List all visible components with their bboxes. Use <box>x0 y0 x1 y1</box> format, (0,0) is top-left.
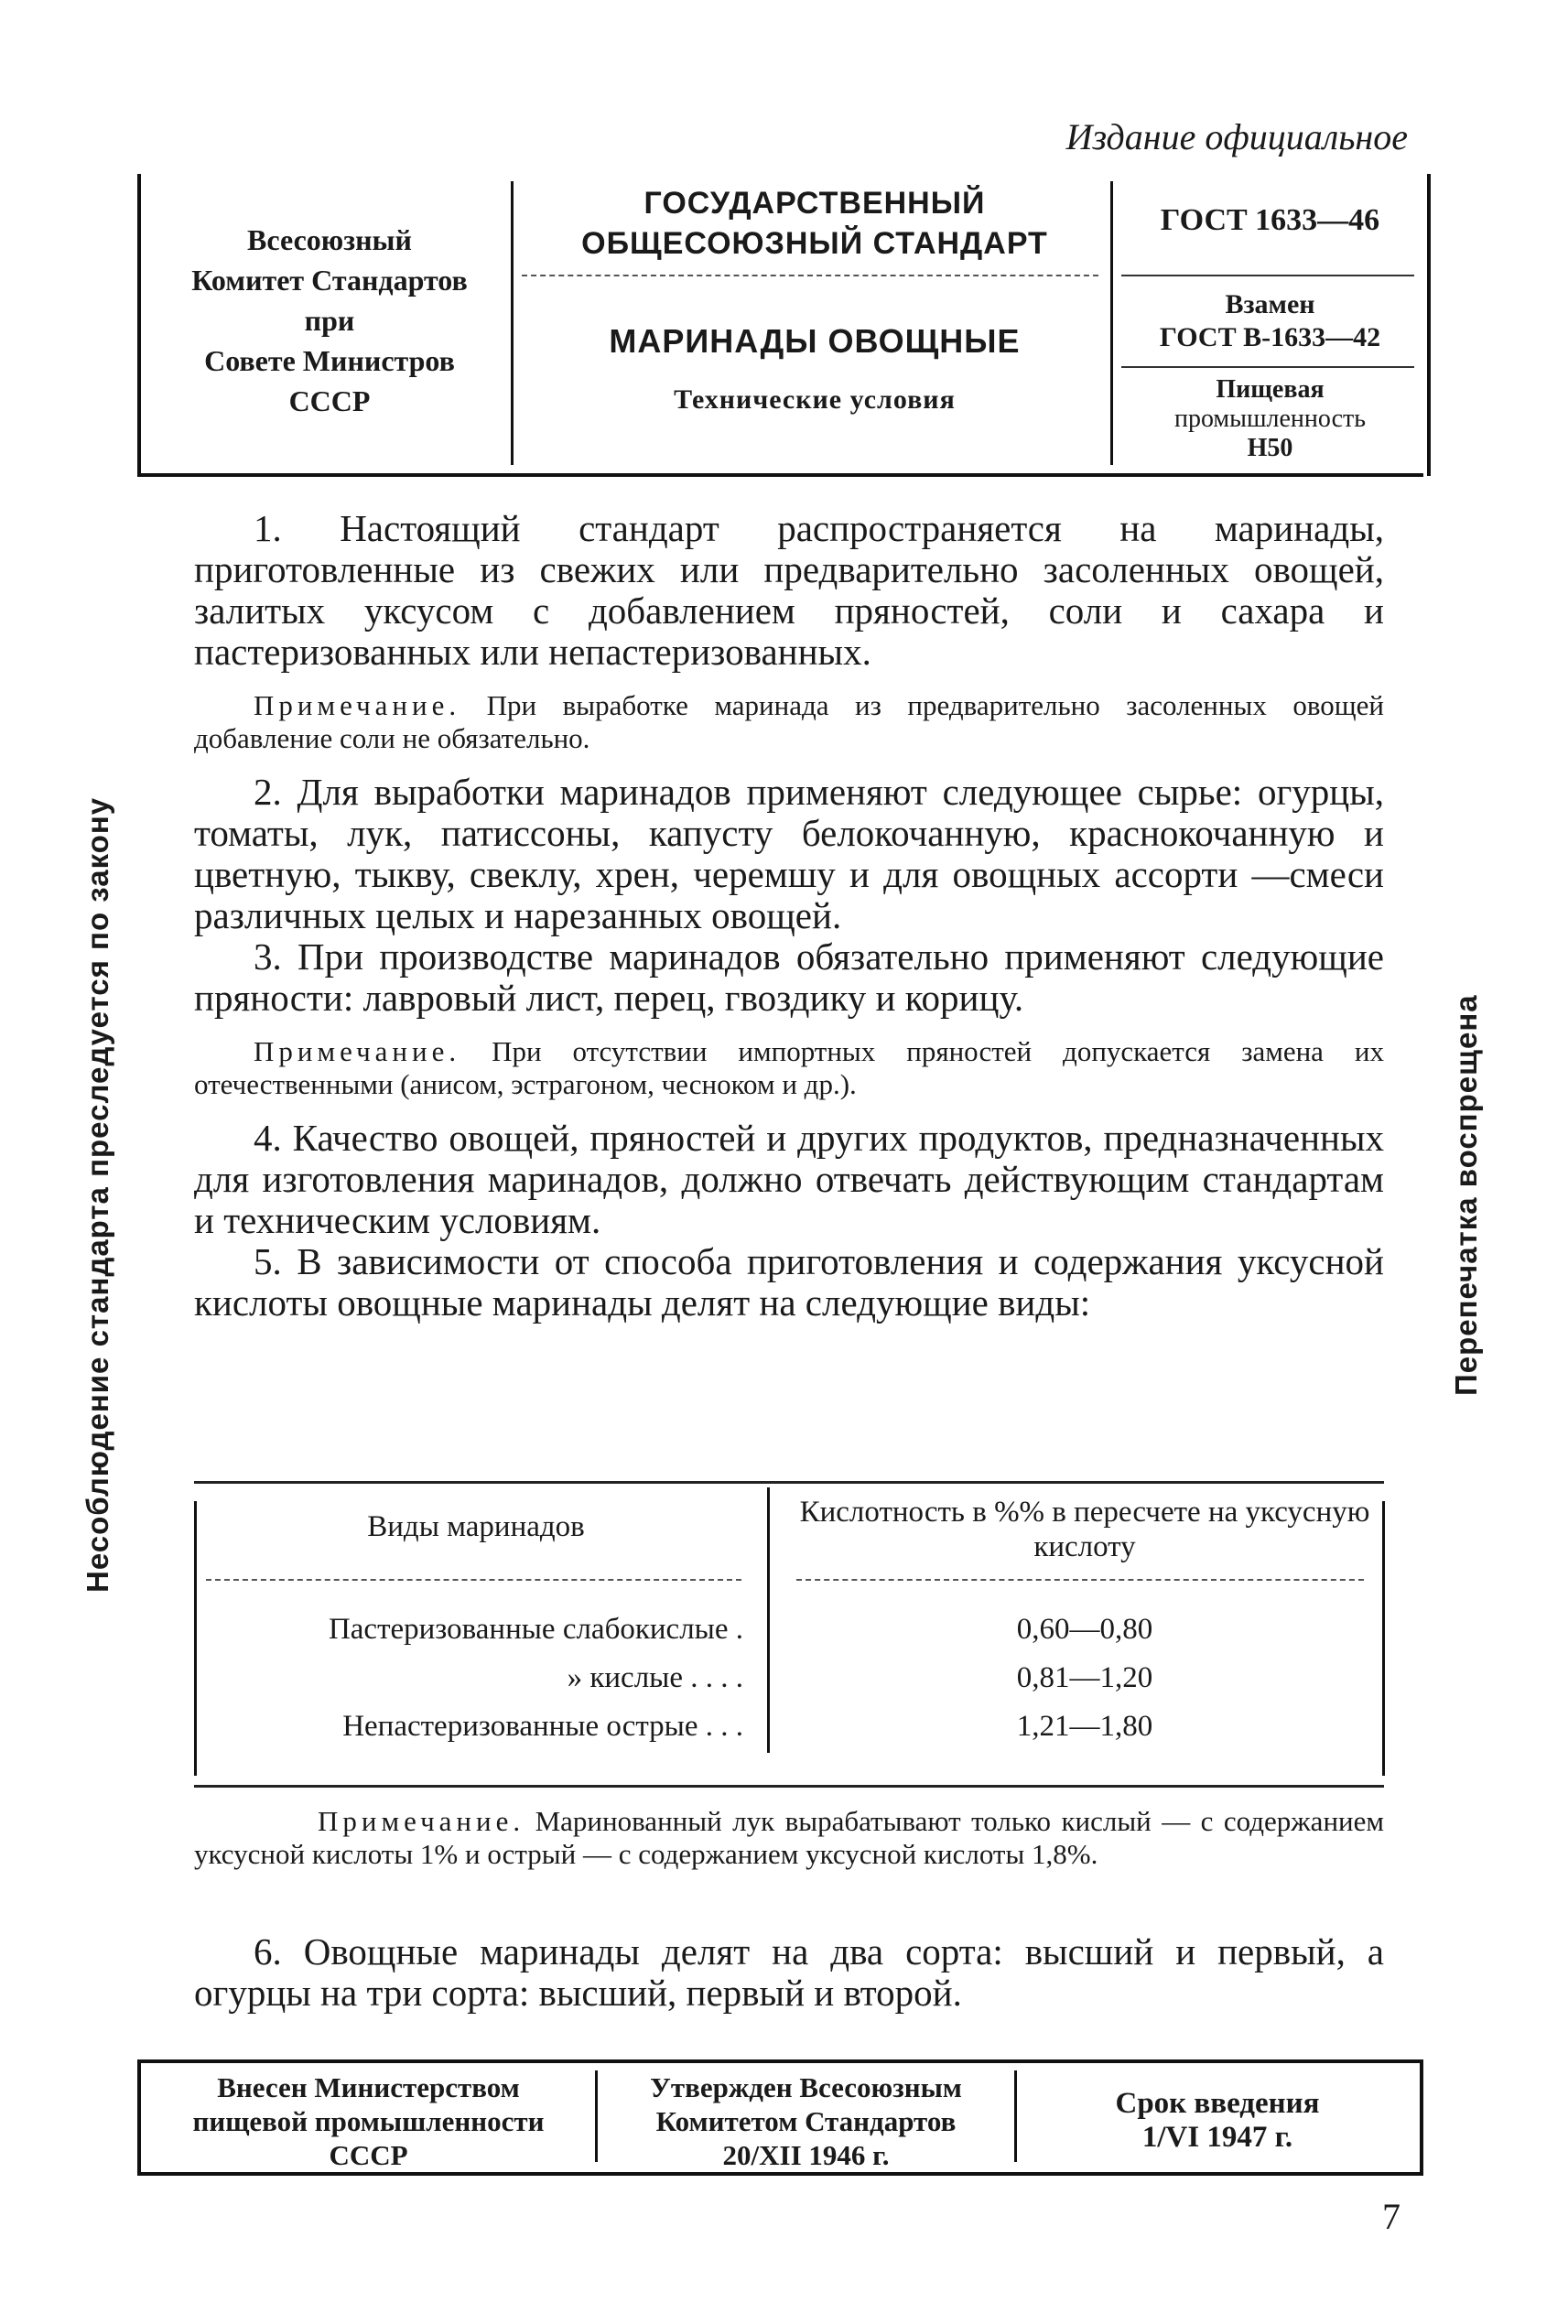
footer-bottom-rule <box>137 2172 1423 2176</box>
category-block: Пищевая промышленность Н50 <box>1173 375 1367 462</box>
paragraph-5: 5. В зависимости от способа приготовления и содержания уксусной кислоты овощные маринады делят на следующие виды: <box>194 1240 1384 1324</box>
header-dash <box>522 275 1098 276</box>
footer-left-border <box>137 2063 141 2173</box>
table-row-value: 0,60—0,80 <box>1016 1613 1153 1646</box>
note-label: Примечание. <box>318 1805 525 1837</box>
note-3 <box>194 1805 1384 1871</box>
table-header-type: Виды маринадов <box>367 1510 585 1543</box>
table-header-dash <box>796 1579 1364 1581</box>
paragraph-1: 1. Настоящий стандарт распространяется на маринады, приготовленные из свежих или предварительно засоленных овощей, залитых уксусом с добавлением пряностей, соли и сахара и пастеризованных или непастеризованных. <box>194 507 1384 673</box>
table-row-value: 0,81—1,20 <box>1016 1661 1153 1694</box>
footer-approved: Утвержден Всесоюзным Комитетом Стандартов 20/XII 1946 г. <box>650 2071 962 2171</box>
paragraph-2: 2. Для выработки маринадов применяют следующее сырье: огурцы, томаты, лук, патиссоны, капусту белокочанную, краснокочанную и цветную, тыкву, свеклу, хрен, черемшу и для овощных ассорти —смеси различных целых и нарезанных овощей. <box>194 771 1384 936</box>
footer-right-border <box>1420 2063 1423 2173</box>
footer-introduced: Внесен Министерством пищевой промышленности СССР <box>192 2071 545 2171</box>
table-left-border <box>194 1501 197 1776</box>
side-note-law: Несоблюдение стандарта преследуется по закону <box>81 796 114 1593</box>
note-2 <box>194 1035 1384 1101</box>
table-row-name: » кислые . . . . <box>567 1661 743 1694</box>
edition-note: Издание официальное <box>1065 116 1408 157</box>
table-row-name: Непастеризованные острые . . . <box>342 1710 743 1743</box>
paragraph-3: 3. При производстве маринадов обязательно применяют следующие пряности: лавровый лист, перец, гвоздику и корицу. <box>194 935 1384 1019</box>
note-label: Примечание. <box>254 1035 461 1067</box>
table-header-acidity: Кислотность в %% в пересчете на уксусную кислоту <box>799 1496 1370 1563</box>
table-row-value: 1,21—1,80 <box>1016 1710 1153 1743</box>
table-top-rule <box>194 1481 1384 1484</box>
standard-type: ГОСУДАРСТВЕННЫЙ ОБЩЕСОЮЗНЫЙ СТАНДАРТ <box>581 186 1048 261</box>
document-title: МАРИНАДЫ ОВОЩНЫЕ <box>609 322 1021 360</box>
table-bottom-rule <box>194 1785 1384 1788</box>
footer-divider-1 <box>595 2070 598 2162</box>
page-number: 7 <box>1382 2196 1400 2237</box>
document-subtitle: Технические условия <box>674 384 956 415</box>
issuer-block: Всесоюзный Комитет Стандартов при Совете Министров СССР <box>191 223 468 417</box>
table-row-name: Пастеризованные слабокислые . <box>328 1613 743 1646</box>
paragraph-4: 4. Качество овощей, пряностей и других продуктов, предназначенных для изготовления маринадов, должно отвечать действующим стандартам и техническим условиям. <box>194 1117 1384 1241</box>
table-header-dash <box>206 1579 741 1581</box>
header-bottom-rule <box>137 473 1423 477</box>
note-text: Маринованный лук вырабатывают только кислый — с содержанием уксусной кислоты 1% и острый — с содержанием уксусной кислоты 1,8%. <box>194 1805 1384 1870</box>
paragraph-6: 6. Овощные маринады делят на два сорта: высший и первый, а огурцы на три сорта: высший, первый и второй. <box>194 1930 1384 2014</box>
header-divider-1 <box>511 181 514 465</box>
footer-top-rule <box>137 2059 1423 2063</box>
note-text: При выработке маринада из предварительно засоленных овощей добавление соли не обязательно. <box>194 689 1384 754</box>
footer-divider-2 <box>1014 2070 1017 2162</box>
table-column-divider <box>767 1487 770 1753</box>
replaces-block: Взамен ГОСТ В-1633—42 <box>1159 289 1381 352</box>
note-1 <box>194 689 1384 755</box>
footer-effective: Срок введения 1/VI 1947 г. <box>1115 2087 1320 2154</box>
note-label: Примечание. <box>254 689 461 721</box>
header-rule-right-1 <box>1121 275 1414 276</box>
side-note-reprint: Перепечатка воспрещена <box>1449 994 1483 1396</box>
header-rule-right-2 <box>1121 366 1414 368</box>
header-divider-2 <box>1110 181 1113 465</box>
note-text: При отсутствии импортных пряностей допускается замена их отечественными (анисом, эстрагоном, чесноком и др.). <box>194 1035 1384 1100</box>
document-body <box>194 508 1384 1324</box>
gost-number: ГОСТ 1633—46 <box>1160 203 1380 237</box>
